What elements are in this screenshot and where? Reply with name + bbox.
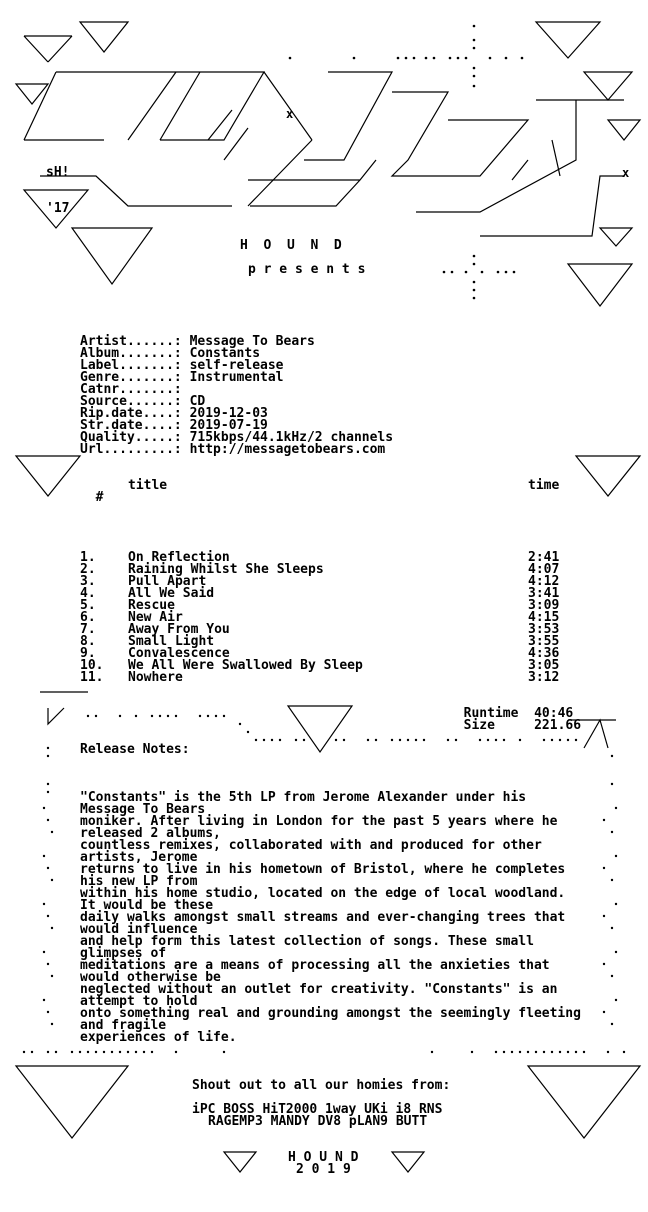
info-value: Instrumental: [189, 370, 284, 385]
svg-text:x: x: [622, 166, 630, 180]
svg-text:x: x: [286, 107, 294, 121]
release-note-line: "Constants" is the 5th LP from Jerome Alexander under his: [80, 790, 527, 805]
track-time: 3:41: [528, 586, 560, 601]
release-note-line: attempt to hold: [80, 994, 198, 1009]
track-time: 4:36: [528, 646, 560, 661]
track-title: All We Said: [128, 586, 215, 601]
column-time: time: [528, 478, 560, 493]
track-number: 4.: [80, 586, 96, 601]
track-title: Away From You: [128, 622, 230, 637]
runtime-value: 40:46: [534, 706, 574, 721]
track-time: 2:41: [528, 550, 560, 565]
track-number: 6.: [80, 610, 96, 625]
release-note-line: released 2 albums,: [80, 826, 221, 841]
info-key: Source......: [80, 394, 174, 409]
release-note-line: meditations are a means of processing all the anxieties that: [80, 958, 550, 973]
track-title: New Air: [128, 610, 183, 625]
release-note-line: neglected without an outlet for creativity. "Constants" is an: [80, 982, 558, 997]
track-number: 2.: [80, 562, 96, 577]
release-note-line: would otherwise be: [80, 970, 221, 985]
release-note-line: returns to live in his hometown of Bristol, where he completes: [80, 862, 566, 877]
track-time: 3:55: [528, 634, 560, 649]
column-title: title: [128, 478, 168, 493]
logo-signature: [46, 143, 69, 227]
info-key: Catnr.......: [80, 382, 174, 397]
info-separator: :: [173, 334, 190, 349]
info-value: 2019-07-19: [189, 418, 268, 433]
info-value: Message To Bears: [189, 334, 315, 349]
track-time: 4:12: [528, 574, 560, 589]
info-separator: :: [173, 430, 190, 445]
track-time: 4:07: [528, 562, 560, 577]
info-key: Url.........: [80, 442, 174, 457]
track-title: Pull Apart: [128, 574, 207, 589]
release-note-line: and help form this latest collection of songs. These small: [80, 934, 534, 949]
info-key: Artist......: [80, 334, 174, 349]
track-number: 11.: [80, 670, 104, 685]
release-notes-heading: Release Notes:: [80, 742, 190, 757]
track-title: Rescue: [128, 598, 175, 613]
track-time: 3:05: [528, 658, 560, 673]
info-separator: :: [173, 370, 190, 385]
header-presents: p r e s e n t s: [248, 262, 366, 277]
release-note-line: onto something real and grounding amongst the seemingly fleeting: [80, 1006, 581, 1021]
track-number: 1.: [80, 550, 96, 565]
track-time: 3:53: [528, 622, 560, 637]
release-note-line: glimpses of: [80, 946, 167, 961]
track-title: Small Light: [128, 634, 215, 649]
track-list: [80, 528, 600, 696]
shoutout-groups-line2: RAGEMP3 MANDY DV8 pLAN9 BUTT: [208, 1114, 428, 1129]
release-note-line: moniker. After living in London for the past 5 years where he: [80, 814, 558, 829]
track-time: 3:12: [528, 670, 560, 685]
track-time: 3:09: [528, 598, 560, 613]
shoutout-text: Shout out to all our homies from:: [192, 1078, 451, 1093]
info-key: Album.......: [80, 346, 174, 361]
shoutout-groups-line1: iPC BOSS HiT2000 1way UKi i8 RNS: [192, 1102, 443, 1117]
column-number: #: [95, 490, 104, 505]
release-note-line: his new LP from: [80, 874, 198, 889]
info-value: http://messagetobears.com: [189, 442, 386, 457]
info-key: Rip.date....: [80, 406, 174, 421]
release-note-line: countless remixes, collaborated with and produced for other: [80, 838, 542, 853]
track-title: Convalescence: [128, 646, 230, 661]
info-value: Constants: [189, 346, 261, 361]
track-number: 9.: [80, 646, 96, 661]
info-value: CD: [189, 394, 206, 409]
info-value: 2019-12-03: [189, 406, 268, 421]
track-number: 8.: [80, 634, 96, 649]
release-note-line: Message To Bears: [80, 802, 206, 817]
info-separator: :: [173, 394, 190, 409]
release-note-line: artists, Jerome: [80, 850, 198, 865]
track-title: On Reflection: [128, 550, 230, 565]
track-title: We All Were Swallowed By Sleep: [128, 658, 363, 673]
size-value: 221.66: [534, 718, 582, 733]
info-separator: :: [173, 442, 190, 457]
release-note-line: experiences of life.: [80, 1030, 237, 1045]
track-row: [80, 672, 600, 684]
size-row: [448, 708, 581, 732]
tracklist-header: [80, 480, 103, 504]
info-value: 715kbps/44.1kHz/2 channels: [189, 430, 394, 445]
track-title: Nowhere: [128, 670, 183, 685]
release-note-line: and fragile: [80, 1018, 167, 1033]
logo-tag-line1: sH!: [46, 165, 70, 180]
logo-tag-line2: '17: [46, 201, 70, 216]
info-separator: :: [173, 418, 190, 433]
info-separator: :: [173, 406, 190, 421]
info-value: self-release: [189, 358, 284, 373]
release-note-line: would influence: [80, 922, 198, 937]
track-number: 5.: [80, 598, 96, 613]
info-separator: :: [173, 358, 190, 373]
track-time: 4:15: [528, 610, 560, 625]
release-note-line: daily walks amongst small streams and ever-changing trees that: [80, 910, 566, 925]
size-label: Size: [463, 718, 495, 733]
info-key: Quality.....: [80, 430, 174, 445]
runtime-label: Runtime: [463, 706, 519, 721]
footer-group-name: H O U N D: [288, 1150, 359, 1165]
info-key: Str.date....: [80, 418, 174, 433]
info-key: Label.......: [80, 358, 174, 373]
track-title: Raining Whilst She Sleeps: [128, 562, 324, 577]
release-note-line: It would be these: [80, 898, 214, 913]
header-group-name: H O U N D: [240, 238, 342, 253]
info-key: Genre.......: [80, 370, 174, 385]
footer-year: 2 0 1 9: [296, 1162, 351, 1177]
info-separator: :: [173, 346, 190, 361]
track-number: 7.: [80, 622, 96, 637]
release-info: [80, 312, 393, 468]
release-notes-body: [80, 768, 600, 1056]
info-separator: :: [173, 382, 190, 397]
track-number: 10.: [80, 658, 104, 673]
track-number: 3.: [80, 574, 96, 589]
release-note-line: within his home studio, located on the edge of local woodland.: [80, 886, 566, 901]
